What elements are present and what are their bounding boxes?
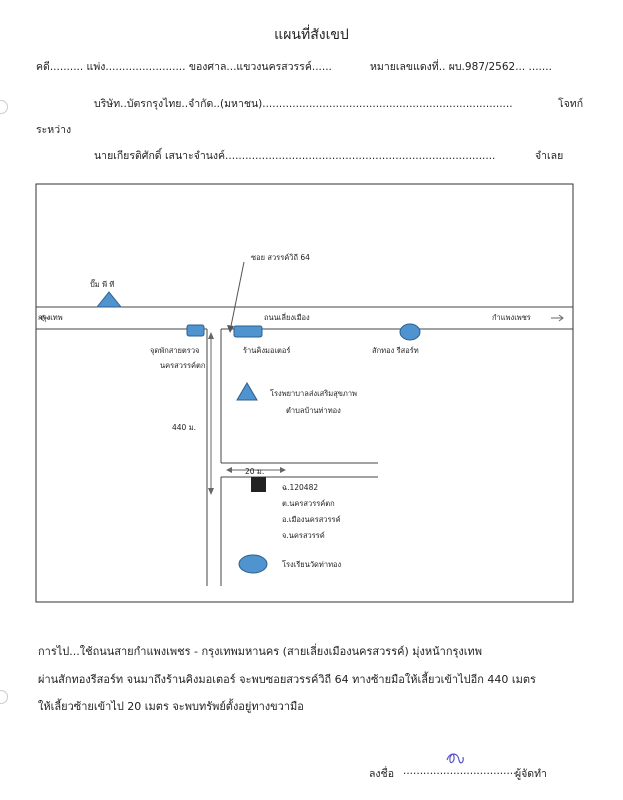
school-label: โรงเรียนวัดท่าทอง: [282, 560, 342, 569]
plaintiff-name: บริษัท..บัตรกรุงไทย..จำกัด..(มหาชน)...........................................................................: [94, 98, 513, 110]
hospital-label-2: ตำบลบ้านท่าทอง: [286, 406, 341, 415]
case-number: หมายเลขแดงที่.. ผบ.987/2562... .......: [370, 61, 552, 73]
dir-right-label: กำแพงเพชร: [492, 313, 531, 322]
directions-line-2: ผ่านสักทองรีสอร์ท จนมาถึงร้านคิงมอเตอร์ จะพบซอยสวรรค์วิถี 64 ทางซ้ายมือให้เลี้ยวเข้าไปอีก 440 เมตร: [38, 673, 536, 686]
case-line-left: คดี.......... แพ่ง........................ ของศาล...แขวงนครสวรรค์......: [36, 61, 332, 73]
school-icon: [239, 555, 267, 573]
distance-440-label: 440 ม.: [172, 423, 197, 432]
directions-line-1: การไป...ใช้ถนนสายกำแพงเพชร - กรุงเทพมหานคร (สายเลี่ยงเมืองนครสวรรค์) มุ่งหน้ากรุงเทพ: [38, 645, 483, 658]
motor-shop-icon: [234, 326, 262, 337]
between-label: ระหว่าง: [36, 124, 72, 136]
document-title: แผนที่สังเขป: [274, 27, 349, 43]
property-icon: [251, 477, 266, 492]
directions-line-3: ให้เลี้ยวซ้ายเข้าไป 20 เมตร จะพบทรัพย์ตั้งอยู่ทางขวามือ: [38, 700, 304, 713]
property-province: จ.นครสวรรค์: [282, 531, 325, 540]
motor-shop-label: ร้านคิงมอเตอร์: [243, 346, 291, 355]
soi-label: ซอย สวรรค์วิถี 64: [251, 253, 310, 262]
soi-pointer-line: [230, 262, 244, 331]
checkpoint-label-2: นครสวรรค์ตก: [160, 361, 206, 370]
plaintiff-role: โจทก์: [558, 98, 584, 110]
hospital-label-1: โรงพยาบาลส่งเสริมสุขภาพ: [270, 389, 357, 398]
property-district: อ.เมืองนครสวรรค์: [282, 515, 341, 524]
signature-role: ผู้จัดทำ: [515, 768, 547, 780]
checkpoint-icon: [187, 325, 204, 336]
gas-station-icon: [97, 292, 121, 307]
defendant-name: นายเกียรติศักดิ์ เสนาะจำนงค์.................................................................................: [94, 150, 496, 162]
main-road-label: ถนนเลี่ยงเมือง: [264, 313, 310, 322]
dir-left-label: กรุงเทพ: [38, 313, 63, 322]
hospital-icon: [237, 383, 257, 400]
distance-20-label: 20 ม.: [245, 467, 265, 476]
defendant-role: จำเลย: [535, 150, 564, 162]
resort-icon: [400, 324, 420, 340]
property-subdistrict: ต.นครสวรรค์ตก: [282, 499, 335, 508]
resort-label: สักทอง รีสอร์ท: [372, 346, 419, 355]
signature-label: ลงชื่อ: [369, 768, 394, 780]
signature-scribble: [447, 754, 463, 763]
pump-label: ปั๊ม พี ที: [90, 280, 115, 289]
signature-dots: ..................................: [403, 765, 517, 777]
property-deed: ฉ.120482: [282, 483, 319, 492]
checkpoint-label-1: จุดพักสายตรวจ: [150, 346, 200, 355]
